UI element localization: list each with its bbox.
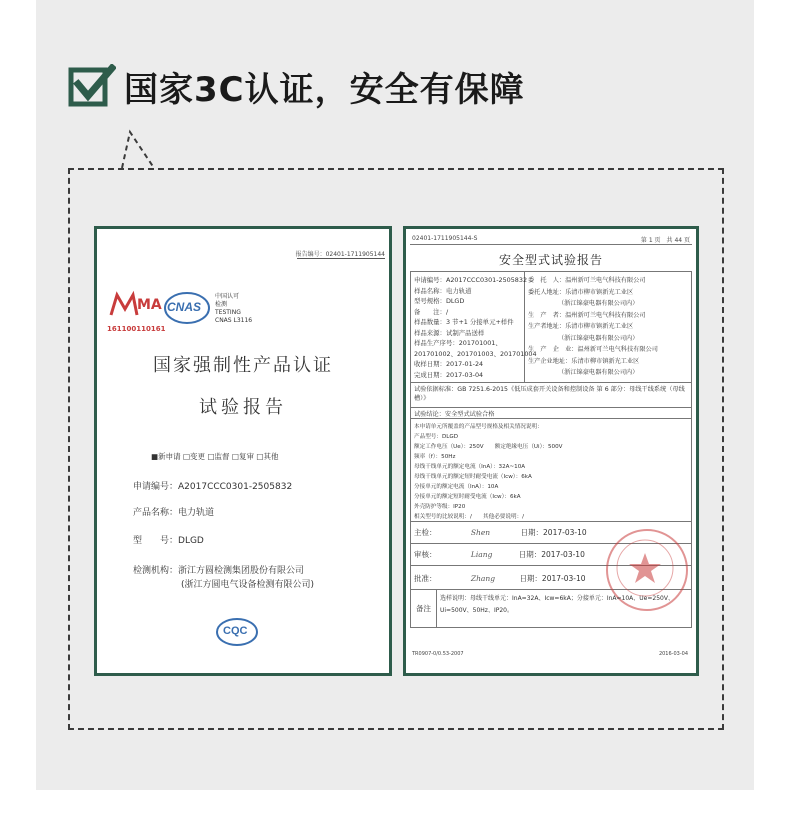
parameter-line: 母线干线单元的额定电流（InA）：32A~10A bbox=[414, 464, 526, 470]
signature-inspector bbox=[414, 527, 587, 538]
cma-logo bbox=[107, 289, 162, 325]
model-label: 型 号： bbox=[133, 536, 179, 546]
sample-info-line: 样品来源：试制产品送样 bbox=[414, 328, 485, 337]
application-number-label: 申请编号： bbox=[133, 482, 179, 492]
signature-date: 日期：2017-03-10 bbox=[520, 528, 587, 537]
cnas-caption bbox=[215, 293, 252, 325]
sample-info bbox=[414, 275, 537, 380]
certificate-title: 国家强制性产品认证 bbox=[153, 355, 333, 376]
signature-label: 审核： bbox=[414, 550, 437, 559]
table-line bbox=[410, 382, 692, 383]
checkbox-check-icon bbox=[68, 64, 116, 108]
remark-line: 选样说明：母线干线单元：InA=32A、Icw=6kA；分接单元：InA=10A、Ue=250V、 bbox=[440, 595, 674, 602]
parameter-line: 产品型号：DLGD bbox=[414, 434, 459, 440]
signature-date: 日期：2017-03-10 bbox=[518, 550, 585, 559]
cma-code: 161100110161 bbox=[107, 325, 166, 333]
cnas-label-2: 检测 bbox=[215, 301, 228, 308]
cqc-text: CQC bbox=[223, 625, 248, 637]
parameter-line: 相关型号的比较说明：/ 其他必要说明：/ bbox=[414, 514, 525, 520]
parameter-line: 分接单元的额定电流（InA）：10A bbox=[414, 484, 499, 490]
table-line bbox=[691, 271, 692, 627]
report-title: 安全型式试验报告 bbox=[498, 253, 603, 267]
sample-info-line: 201701002、201701003、201701004 bbox=[414, 349, 537, 358]
handwritten-signature: Liang bbox=[470, 550, 493, 559]
table-line bbox=[410, 418, 692, 419]
cnas-label-4: CNAS L3116 bbox=[215, 317, 253, 324]
product-parameters bbox=[414, 422, 562, 522]
lab-row bbox=[133, 563, 304, 576]
cnas-logo bbox=[163, 291, 213, 329]
sample-info-line: 样品名称：电力轨道 bbox=[414, 286, 472, 295]
parameter-line: 母线干线单元的额定短时耐受电流（Icw）：6kA bbox=[414, 474, 532, 480]
sample-info-line: 完成日期：2017-03-04 bbox=[414, 370, 484, 379]
report-number: 02401-1711905144-S bbox=[412, 235, 478, 242]
application-options: ■新申请 □变更 □监督 □复审 □其他 bbox=[151, 452, 279, 461]
client-info bbox=[528, 275, 658, 379]
certificate-cover bbox=[94, 226, 392, 676]
heading bbox=[68, 58, 525, 114]
page-number: 第 1 页 共 44 页 bbox=[640, 237, 690, 244]
remark-line: Ui=500V、50Hz、IP20。 bbox=[440, 607, 513, 614]
sample-info-line: 备 注：/ bbox=[414, 307, 449, 316]
cqc-logo bbox=[215, 617, 259, 651]
signature-reviewer bbox=[414, 549, 585, 560]
table-line bbox=[410, 271, 692, 272]
sample-info-line: 样品数量：3 节+1 分接单元+样件 bbox=[414, 318, 514, 326]
signature-approver bbox=[414, 573, 586, 584]
client-info-line: 生产企业地址：乐清市柳市镇新光工业区 bbox=[528, 357, 640, 365]
test-report-page bbox=[403, 226, 699, 676]
report-number: 报告编号：02401-1711905144 bbox=[295, 251, 385, 258]
callout-pointer bbox=[118, 128, 158, 172]
footer-code: TR0907-0/0.53-2007 bbox=[412, 651, 464, 657]
client-info-line: 生 产 者：温州新可兰电气科技有限公司 bbox=[528, 311, 646, 319]
cnas-text: CNAS bbox=[167, 300, 202, 314]
model-row bbox=[133, 533, 204, 546]
client-info-line: （浙江锦豪电器有限公司内） bbox=[558, 300, 639, 307]
test-standard: 试验依据标准：GB 7251.6-2015《低压成套开关设备和控制设备 第 6 部分：母线干线系统（母线槽）》 bbox=[414, 386, 685, 402]
divider bbox=[410, 244, 692, 245]
sample-info-line: 收样日期：2017-01-24 bbox=[414, 360, 484, 368]
page-title: 国家3C认证，安全有保障 bbox=[124, 69, 525, 110]
parameter-line: 外壳防护等级：IP20 bbox=[414, 504, 466, 510]
handwritten-signature: Shen bbox=[470, 528, 491, 537]
client-info-line: 生产者地址：乐清市柳市镇新光工业区 bbox=[528, 323, 634, 330]
table-line bbox=[410, 271, 411, 627]
signature-label: 主检： bbox=[414, 528, 437, 537]
table-line bbox=[410, 627, 692, 628]
product-name-label: 产品名称： bbox=[133, 508, 179, 518]
remark-label: 备注 bbox=[416, 604, 431, 613]
application-number-value: A2017CCC0301-2505832 bbox=[178, 482, 293, 492]
model-value: DLGD bbox=[178, 536, 204, 546]
parameter-line: 分接单元的额定短时耐受电流（Icw）：6kA bbox=[414, 494, 521, 500]
lab-label: 检测机构： bbox=[133, 566, 179, 576]
remark-text bbox=[440, 593, 674, 617]
client-info-line: 委托人地址：乐清市柳市镇新光工业区 bbox=[528, 288, 634, 296]
signature-label: 批准： bbox=[414, 574, 437, 583]
lab-name: 浙江方圆检测集团股份有限公司 bbox=[178, 566, 305, 576]
product-name-row bbox=[133, 505, 214, 518]
client-info-line: （浙江锦豪电器有限公司内） bbox=[558, 369, 639, 376]
certificate-subtitle: 试验报告 bbox=[199, 397, 287, 418]
divider bbox=[297, 258, 385, 259]
sample-info-line: 样品生产序号：201701001、 bbox=[414, 339, 502, 347]
parameter-line: 额定工作电压（Ue）：250V 额定绝缘电压（Ui）：500V bbox=[414, 444, 563, 450]
client-info-line: （浙江锦豪电器有限公司内） bbox=[558, 334, 639, 342]
cnas-label-3: TESTING bbox=[215, 309, 241, 316]
sample-info-line: 型号规格：DLGD bbox=[414, 297, 465, 305]
parameter-line: 频率（f）：50Hz bbox=[414, 454, 456, 460]
product-name-value: 电力轨道 bbox=[178, 508, 215, 518]
lab-subname: (浙江方圆电气设备检测有限公司) bbox=[181, 580, 315, 590]
handwritten-signature: Zhang bbox=[470, 574, 496, 583]
test-conclusion: 试验结论：安全型式试验合格 bbox=[414, 411, 495, 418]
table-line bbox=[436, 589, 437, 627]
application-number-row bbox=[133, 479, 292, 492]
table-line bbox=[410, 407, 692, 408]
signature-date: 日期：2017-03-10 bbox=[519, 574, 586, 583]
cma-text: MA bbox=[137, 297, 162, 313]
client-info-line: 生 产 企 业：温州新可兰电气科技有限公司 bbox=[528, 346, 658, 353]
sample-info-line: 申请编号：A2017CCC0301-2505832 bbox=[414, 276, 528, 284]
footer-date: 2016-03-04 bbox=[658, 651, 688, 657]
client-info-line: 委 托 人：温州新可兰电气科技有限公司 bbox=[528, 277, 646, 284]
cnas-label-1: 中国认可 bbox=[215, 293, 240, 300]
parameters-title: 本申请单元所覆盖的产品型号规格及相关情况说明： bbox=[414, 424, 543, 430]
